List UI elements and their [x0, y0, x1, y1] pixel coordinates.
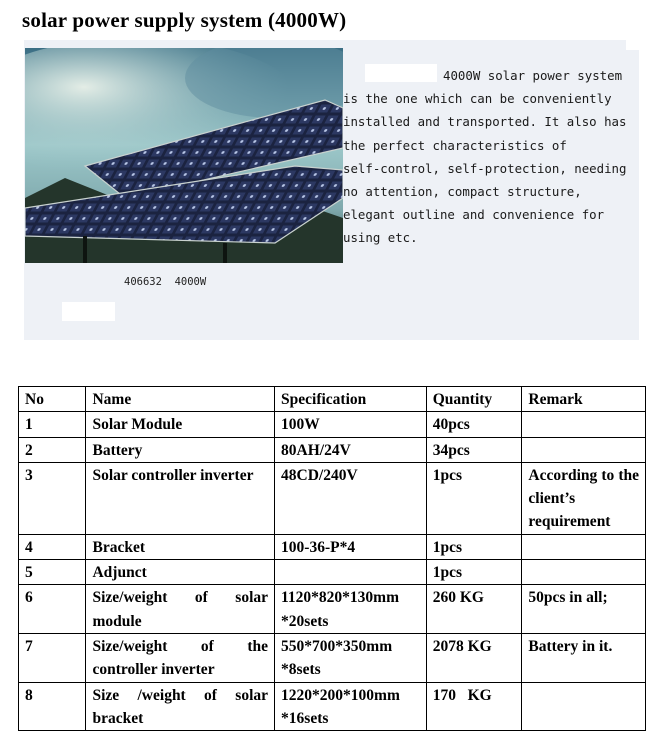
cell-no: 6 [19, 585, 86, 634]
cell-spec: 48CD/240V [275, 462, 427, 534]
intro-line: no attention, compact structure, [343, 184, 582, 200]
table-row [19, 412, 646, 437]
intro-line: elegant outline and convenience for [343, 207, 605, 223]
table-row [19, 633, 646, 682]
cell-spec: 1120*820*130mm *20sets [275, 585, 427, 634]
cell-qty: 2078 KG [426, 633, 522, 682]
cell-name: Bracket [86, 534, 275, 559]
cell-no: 2 [19, 437, 86, 462]
photo-caption: 406632 4000W [124, 276, 207, 288]
intro-line: installed and transported. It also has [343, 114, 627, 130]
cell-qty: 1pcs [426, 560, 522, 585]
header-quantity: Quantity [426, 387, 522, 412]
cell-name: Size/weight of the controller inverter [86, 633, 275, 682]
cell-remark [522, 412, 646, 437]
cell-remark: Battery in it. [522, 633, 646, 682]
cell-spec: 100W [275, 412, 427, 437]
cell-spec: 550*700*350mm *8sets [275, 633, 427, 682]
cell-qty: 260 KG [426, 585, 522, 634]
cell-no: 8 [19, 682, 86, 731]
redaction-block [62, 302, 115, 321]
cell-no: 3 [19, 462, 86, 534]
cell-remark: 50pcs in all; [522, 585, 646, 634]
cell-spec: 100-36-P*4 [275, 534, 427, 559]
table-row [19, 534, 646, 559]
cell-name: Size/weight of solar module [86, 585, 275, 634]
cell-qty: 170 KG [426, 682, 522, 731]
cell-remark [522, 437, 646, 462]
cell-qty: 1pcs [426, 462, 522, 534]
cell-name: Size /weight of solar bracket [86, 682, 275, 731]
cell-spec: 80AH/24V [275, 437, 427, 462]
cell-name: Battery [86, 437, 275, 462]
header-remark: Remark [522, 387, 646, 412]
cell-no: 4 [19, 534, 86, 559]
cell-name: Solar Module [86, 412, 275, 437]
table-row [19, 585, 646, 634]
intro-line: self-control, self-protection, needing [343, 160, 627, 176]
intro-description [343, 64, 643, 250]
cell-qty: 40pcs [426, 412, 522, 437]
table-header-row [19, 387, 646, 412]
cell-remark [522, 560, 646, 585]
header-name: Name [86, 387, 275, 412]
table-row [19, 437, 646, 462]
header-specification: Specification [275, 387, 427, 412]
table-row [19, 560, 646, 585]
cell-no: 7 [19, 633, 86, 682]
cell-remark [522, 682, 646, 731]
table-row [19, 682, 646, 731]
page-title: solar power supply system (4000W) [22, 8, 347, 32]
cell-qty: 1pcs [426, 534, 522, 559]
intro-line: the perfect characteristics of [343, 137, 567, 153]
cell-remark [522, 534, 646, 559]
cell-no: 5 [19, 560, 86, 585]
cell-name: Adjunct [86, 560, 275, 585]
intro-line: using etc. [343, 230, 418, 246]
cell-name: Solar controller inverter [86, 462, 275, 534]
cell-no: 1 [19, 412, 86, 437]
cell-qty: 34pcs [426, 437, 522, 462]
specification-table [18, 386, 646, 731]
cell-spec [275, 560, 427, 585]
intro-line: 4000W solar power system [443, 68, 623, 83]
table-row [19, 462, 646, 534]
cell-remark: According to the client’s requirement [522, 462, 646, 534]
intro-line: is the one which can be conveniently [343, 91, 612, 107]
header-no: No [19, 387, 86, 412]
cell-spec: 1220*200*100mm *16sets [275, 682, 427, 731]
solar-panel-photo [25, 48, 343, 263]
